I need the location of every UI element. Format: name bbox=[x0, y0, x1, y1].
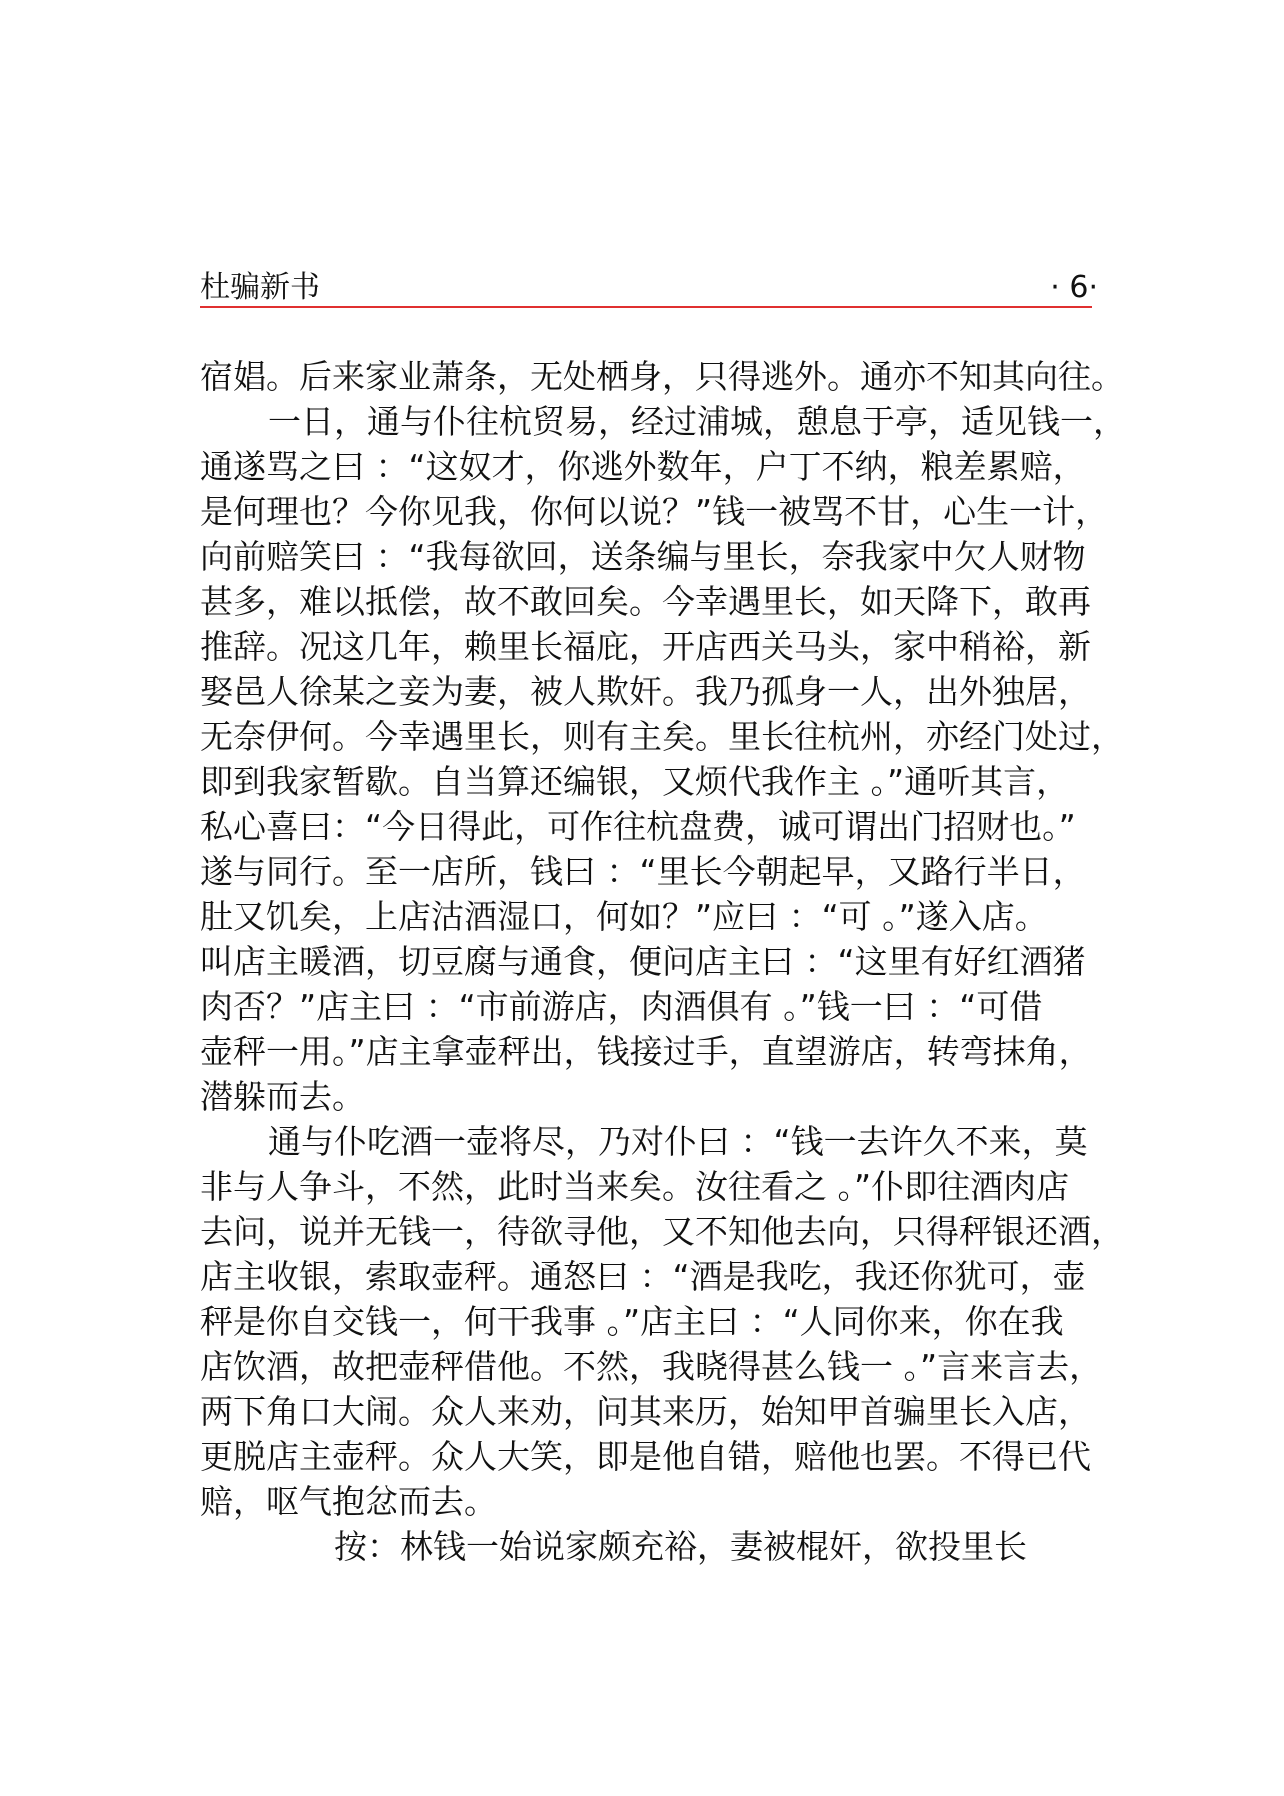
body-text bbox=[200, 354, 1126, 1569]
text-line: 通遂骂之曰 ：“这奴才，你逃外数年，户丁不纳，粮差累赔， bbox=[200, 447, 1086, 486]
text-line: 推辞。况这几年，赖里长福庇，开店西关马头，家中稍裕，新 bbox=[200, 627, 1091, 666]
text-line: 店主收银，索取壶秤。通怒曰 ：“酒是我吃，我还你犹可，壶 bbox=[200, 1257, 1086, 1296]
text-line: 即到我家暂歇。自当算还编银，又烦代我作主 。”通听其言， bbox=[200, 762, 1070, 801]
running-header bbox=[200, 268, 1098, 308]
text-line: 非与人争斗，不然，此时当来矣。汝往看之 。”仆即往酒肉店 bbox=[200, 1167, 1070, 1206]
text-line: 潜躲而去。 bbox=[200, 1077, 365, 1116]
text-line: 私心喜曰：“今日得此，可作往杭盘费，诚可谓出门招财也。” bbox=[200, 807, 1076, 846]
header-rule bbox=[200, 306, 1092, 308]
text-line: 两下角口大闹。众人来劝，问其来历，始知甲首骗里长入店， bbox=[200, 1392, 1091, 1431]
text-line: 去问，说并无钱一，待欲寻他，又不知他去向，只得秤银还酒， bbox=[200, 1212, 1124, 1251]
text-line: 通与仆吃酒一壶将尽，乃对仆曰 ：“钱一去许久不来，莫 bbox=[268, 1122, 1088, 1161]
text-line: 宿娼。后来家业萧条，无处栖身，只得逃外。通亦不知其向往。 bbox=[200, 357, 1124, 396]
page-number: · 6· bbox=[1050, 270, 1098, 305]
text-line: 甚多，难以抵偿，故不敢回矣。今幸遇里长，如天降下，敢再 bbox=[200, 582, 1091, 621]
text-line: 肉否？”店主曰 ：“市前游店，肉酒俱有 。”钱一曰 ：“可借 bbox=[200, 987, 1043, 1026]
text-line: 肚又饥矣，上店沽酒湿口，何如？”应曰 ：“可 。”遂入店。 bbox=[200, 897, 1048, 936]
text-line: 遂与同行。至一店所，钱曰 ：“里长今朝起早，又路行半日， bbox=[200, 852, 1086, 891]
text-line: 更脱店主壶秤。众人大笑，即是他自错，赔他也罢。不得已代 bbox=[200, 1437, 1091, 1476]
book-title: 杜骗新书 bbox=[200, 270, 320, 305]
text-line: 壶秤一用。”店主拿壶秤出，钱接过手，直望游店，转弯抹角， bbox=[200, 1032, 1092, 1071]
text-line: 店饮酒，故把壶秤借他。不然，我晓得甚么钱一 。”言来言去， bbox=[200, 1347, 1103, 1386]
text-line: 叫店主暖酒，切豆腐与通食，便问店主曰 ：“这里有好红酒猪 bbox=[200, 942, 1086, 981]
text-line: 按：林钱一始说家颇充裕，妻被棍奸，欲投里长 bbox=[334, 1527, 1027, 1566]
text-line: 无奈伊何。今幸遇里长，则有主矣。里长往杭州，亦经门处过， bbox=[200, 717, 1124, 756]
text-line: 向前赔笑曰 ：“我每欲回，送条编与里长，奈我家中欠人财物 bbox=[200, 537, 1086, 576]
text-line: 娶邑人徐某之妾为妻，被人欺奸。我乃孤身一人，出外独居， bbox=[200, 672, 1091, 711]
text-line: 赔，呕气抱忿而去。 bbox=[200, 1482, 497, 1521]
text-line: 秤是你自交钱一，何干我事 。”店主曰 ：“人同你来，你在我 bbox=[200, 1302, 1064, 1341]
text-line: 一日，通与仆往杭贸易，经过浦城，憩息于亭，适见钱一， bbox=[268, 402, 1126, 441]
text-line: 是何理也？今你见我，你何以说？”钱一被骂不甘，心生一计， bbox=[200, 492, 1109, 531]
